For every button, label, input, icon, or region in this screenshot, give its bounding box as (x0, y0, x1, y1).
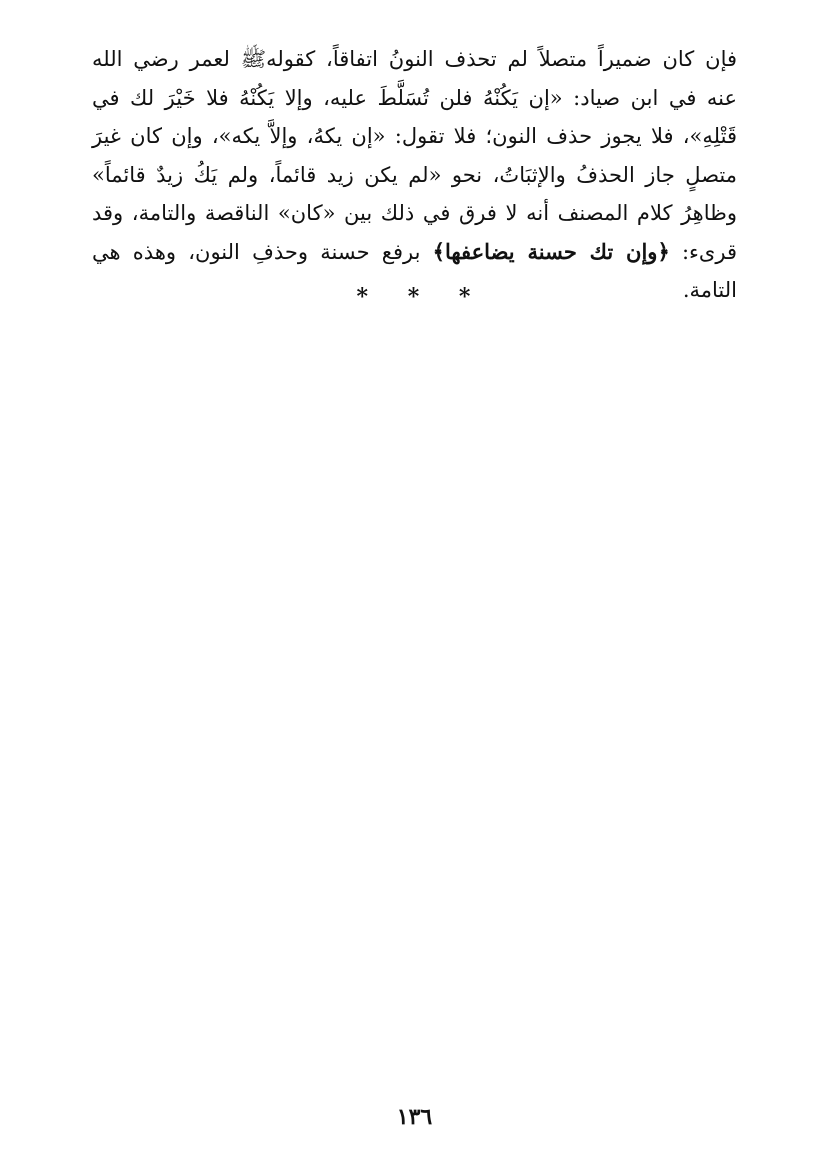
section-divider (0, 284, 829, 310)
body-paragraph (92, 40, 737, 310)
page-number: ١٣٦ (396, 1104, 433, 1130)
paragraph-text-end: برفع حسنة وحذفِ النون، وهذه هي التامة. (92, 239, 737, 302)
divider-asterisk: * (458, 284, 473, 310)
divider-asterisk: * (356, 284, 371, 310)
divider-asterisk: * (407, 284, 422, 310)
quran-verse-quote: ﴿وإن تك حسنة يضاعفها﴾ (432, 238, 670, 264)
paragraph-text: فإن كان ضميراً متصلاً لم تحذف النونُ اتفاقاً، كقولهﷺ لعمر رضي الله عنه في ابن صياد: «إن يَكُنْهُ فلن تُسَلَّطَ عليه، وإلا يَكُنْهُ فلا خَيْرَ لك في قَتْلِهِ»، فلا يجوز حذف النون؛ فلا تقول: «إن يكهُ، وإلاَّ يكه»، وإن كان غيرَ متصلٍ جاز الحذفُ والإثبَاتُ، نحو «لم يكن زيد قائماً، ولم يَكُ زيدٌ قائماً» وظاهِرُ كلام المصنف أنه لا فرق في ذلك بين «كان» الناقصة والتامة، وقد قرىء: (92, 47, 737, 264)
